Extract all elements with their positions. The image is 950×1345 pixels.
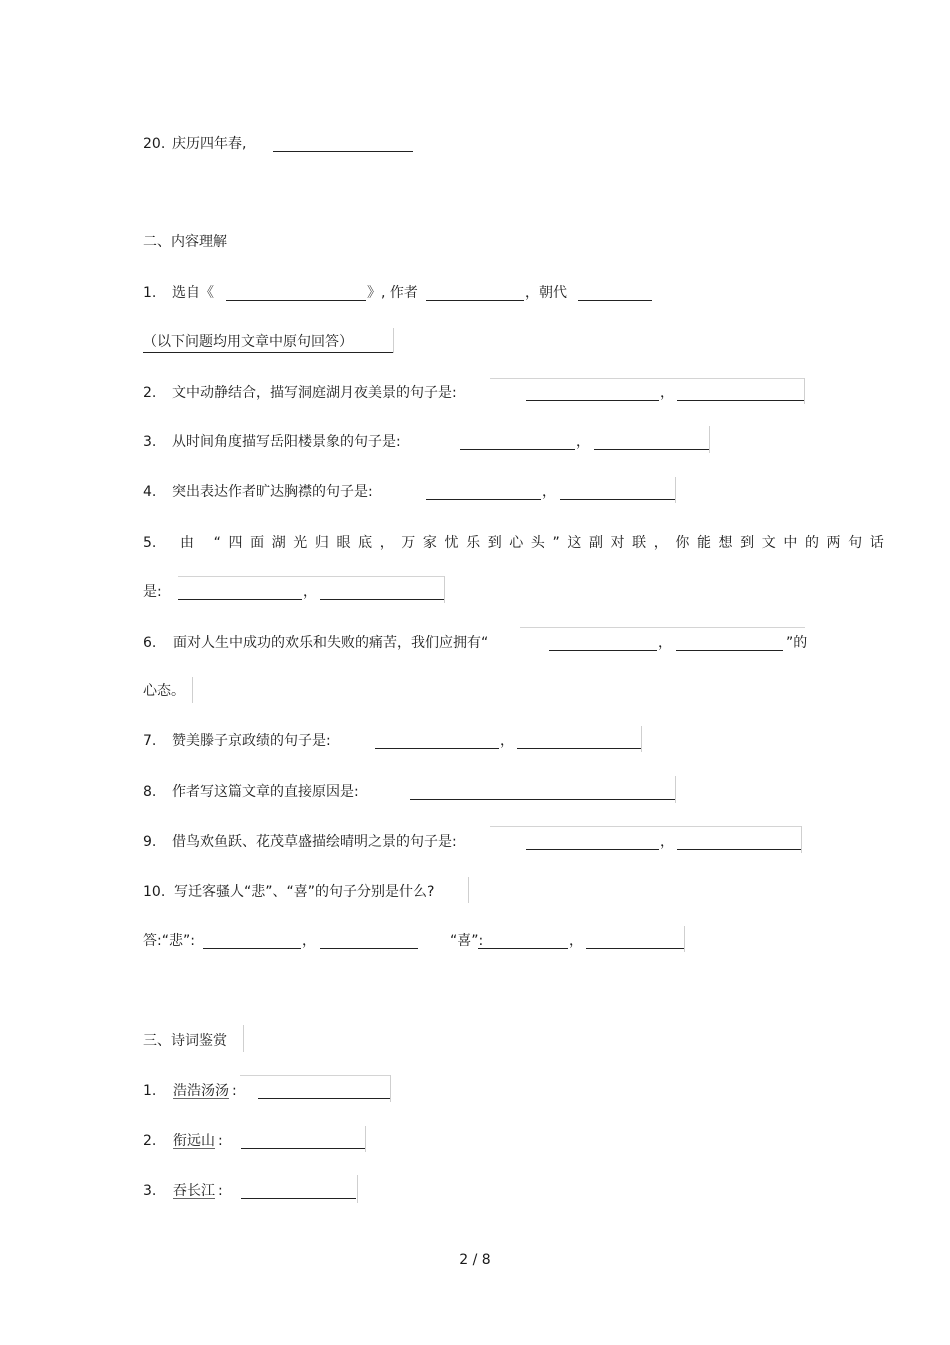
- answer-blank-1[interactable]: [549, 650, 657, 651]
- divider: [240, 1075, 390, 1076]
- question-number: 1.: [143, 285, 157, 301]
- question-text: 从时间角度描写岳阳楼景象的句子是:: [172, 434, 401, 450]
- question-number: 5.: [143, 535, 157, 551]
- colon: :: [218, 1183, 223, 1199]
- comma: ，: [660, 385, 674, 401]
- divider: [243, 1025, 244, 1052]
- item-number: 1.: [143, 1083, 157, 1099]
- sad-answer-blank-1[interactable]: [203, 948, 301, 949]
- section-2-title: [0, 230, 950, 254]
- question-6: [0, 631, 950, 655]
- question-number: 7.: [143, 733, 157, 749]
- question-text-part-3: ，朝代: [525, 285, 567, 301]
- question-10-answer: [0, 929, 950, 953]
- answer-blank-2[interactable]: [320, 599, 444, 600]
- answer-blank[interactable]: [273, 151, 413, 152]
- divider: [684, 926, 685, 952]
- divider: [468, 877, 469, 903]
- vocab-item-3: [0, 1179, 950, 1203]
- question-text: 借鸟欢鱼跃、花茂草盛描绘晴明之景的句子是:: [172, 834, 457, 850]
- answer-blank-1[interactable]: [375, 748, 499, 749]
- comma: ，: [569, 933, 583, 949]
- dynasty-blank[interactable]: [578, 300, 652, 301]
- section-title: 二、内容理解: [143, 234, 227, 250]
- answer-blank-1[interactable]: [526, 849, 659, 850]
- divider: [675, 776, 676, 803]
- question-number: 3.: [143, 434, 157, 450]
- answer-prefix: 答:“悲”:: [143, 933, 195, 949]
- question-text-continued: 是:: [143, 584, 162, 600]
- question-text: 突出表达作者旷达胸襟的句子是:: [172, 484, 373, 500]
- item-number: 2.: [143, 1133, 157, 1149]
- divider: [390, 1075, 391, 1102]
- answer-blank-2[interactable]: [517, 748, 641, 749]
- question-number: 2.: [143, 385, 157, 401]
- question-text-part-1: 选自《: [172, 285, 214, 301]
- joy-answer-blank-2[interactable]: [586, 948, 684, 949]
- question-1: [0, 281, 950, 305]
- question-text: 赞美滕子京政绩的句子是:: [172, 733, 331, 749]
- question-4: [0, 480, 950, 504]
- instruction-note: [0, 330, 950, 354]
- answer-blank-2[interactable]: [594, 449, 709, 450]
- question-3: [0, 430, 950, 454]
- vocab-word: 浩浩汤汤: [173, 1083, 229, 1099]
- divider: [709, 426, 710, 453]
- comma: ，: [658, 635, 672, 651]
- vocab-item-1: [0, 1079, 950, 1103]
- question-text: 作者写这篇文章的直接原因是:: [172, 784, 359, 800]
- vocab-word: 吞长江: [173, 1183, 215, 1199]
- question-5: [0, 531, 950, 555]
- question-9: [0, 830, 950, 854]
- divider: [520, 627, 805, 628]
- question-text: 庆历四年春,: [172, 136, 247, 152]
- question-number: 4.: [143, 484, 157, 500]
- question-text: 文中动静结合，描写洞庭湖月夜美景的句子是:: [172, 385, 457, 401]
- divider: [357, 1175, 358, 1203]
- question-text-continued: 心态。: [143, 683, 185, 699]
- comma: ，: [542, 484, 556, 500]
- answer-blank-1[interactable]: [426, 499, 541, 500]
- question-text: 由 “四面湖光归眼底，万家忧乐到心头”这副对联，你能想到文中的两句话: [180, 535, 892, 551]
- answer-blank-1[interactable]: [526, 400, 659, 401]
- section-title: 三、诗词鉴赏: [143, 1033, 227, 1049]
- question-number: 6.: [143, 635, 157, 651]
- divider: [444, 576, 445, 603]
- comma: ，: [302, 933, 316, 949]
- question-20: [0, 132, 950, 156]
- question-text-end: ”的: [786, 635, 808, 651]
- definition-blank[interactable]: [241, 1198, 356, 1199]
- answer-blank-2[interactable]: [677, 849, 801, 850]
- section-3-title: [0, 1029, 950, 1053]
- source-blank[interactable]: [226, 300, 366, 301]
- joy-label: “喜”:: [450, 933, 484, 949]
- colon: :: [232, 1083, 237, 1099]
- joy-answer-blank-1[interactable]: [478, 948, 568, 949]
- divider: [641, 726, 642, 752]
- answer-blank-2[interactable]: [676, 650, 783, 651]
- colon: :: [218, 1133, 223, 1149]
- question-number: 8.: [143, 784, 157, 800]
- divider: [365, 1126, 366, 1152]
- page-number: 2 / 8: [459, 1252, 491, 1268]
- comma: ，: [500, 733, 514, 749]
- comma: ，: [660, 834, 674, 850]
- question-7: [0, 729, 950, 753]
- vocab-item-2: [0, 1129, 950, 1153]
- definition-blank[interactable]: [241, 1148, 365, 1149]
- question-number: 20.: [143, 136, 166, 152]
- note-text: （以下问题均用文章中原句回答）: [143, 334, 353, 350]
- question-text: 面对人生中成功的欢乐和失败的痛苦，我们应拥有“: [173, 635, 489, 651]
- question-number: 9.: [143, 834, 157, 850]
- item-number: 3.: [143, 1183, 157, 1199]
- question-text: 写迁客骚人“悲”、“喜”的句子分别是什么?: [174, 884, 435, 900]
- author-blank[interactable]: [426, 300, 524, 301]
- divider: [801, 826, 802, 853]
- question-number: 10.: [143, 884, 166, 900]
- answer-blank[interactable]: [410, 799, 675, 800]
- comma: ，: [303, 584, 317, 600]
- vocab-word: 衔远山: [173, 1133, 215, 1149]
- answer-blank-1[interactable]: [178, 599, 302, 600]
- divider: [490, 826, 802, 827]
- definition-blank[interactable]: [258, 1098, 390, 1099]
- answer-blank-2[interactable]: [560, 499, 675, 500]
- question-8: [0, 780, 950, 804]
- question-10: [0, 880, 950, 904]
- divider: [393, 328, 394, 353]
- sad-answer-blank-2[interactable]: [320, 948, 418, 949]
- divider: [490, 378, 805, 379]
- comma: ，: [576, 434, 590, 450]
- question-5-continued: [0, 580, 950, 604]
- note-underline: [143, 352, 393, 353]
- question-6-continued: [0, 679, 950, 703]
- divider: [675, 477, 676, 503]
- answer-blank-2[interactable]: [677, 400, 804, 401]
- question-2: [0, 381, 950, 405]
- divider: [804, 378, 805, 404]
- answer-blank-1[interactable]: [460, 449, 575, 450]
- divider: [192, 677, 193, 703]
- question-text-part-2: 》, 作者: [367, 285, 418, 301]
- divider: [178, 576, 445, 577]
